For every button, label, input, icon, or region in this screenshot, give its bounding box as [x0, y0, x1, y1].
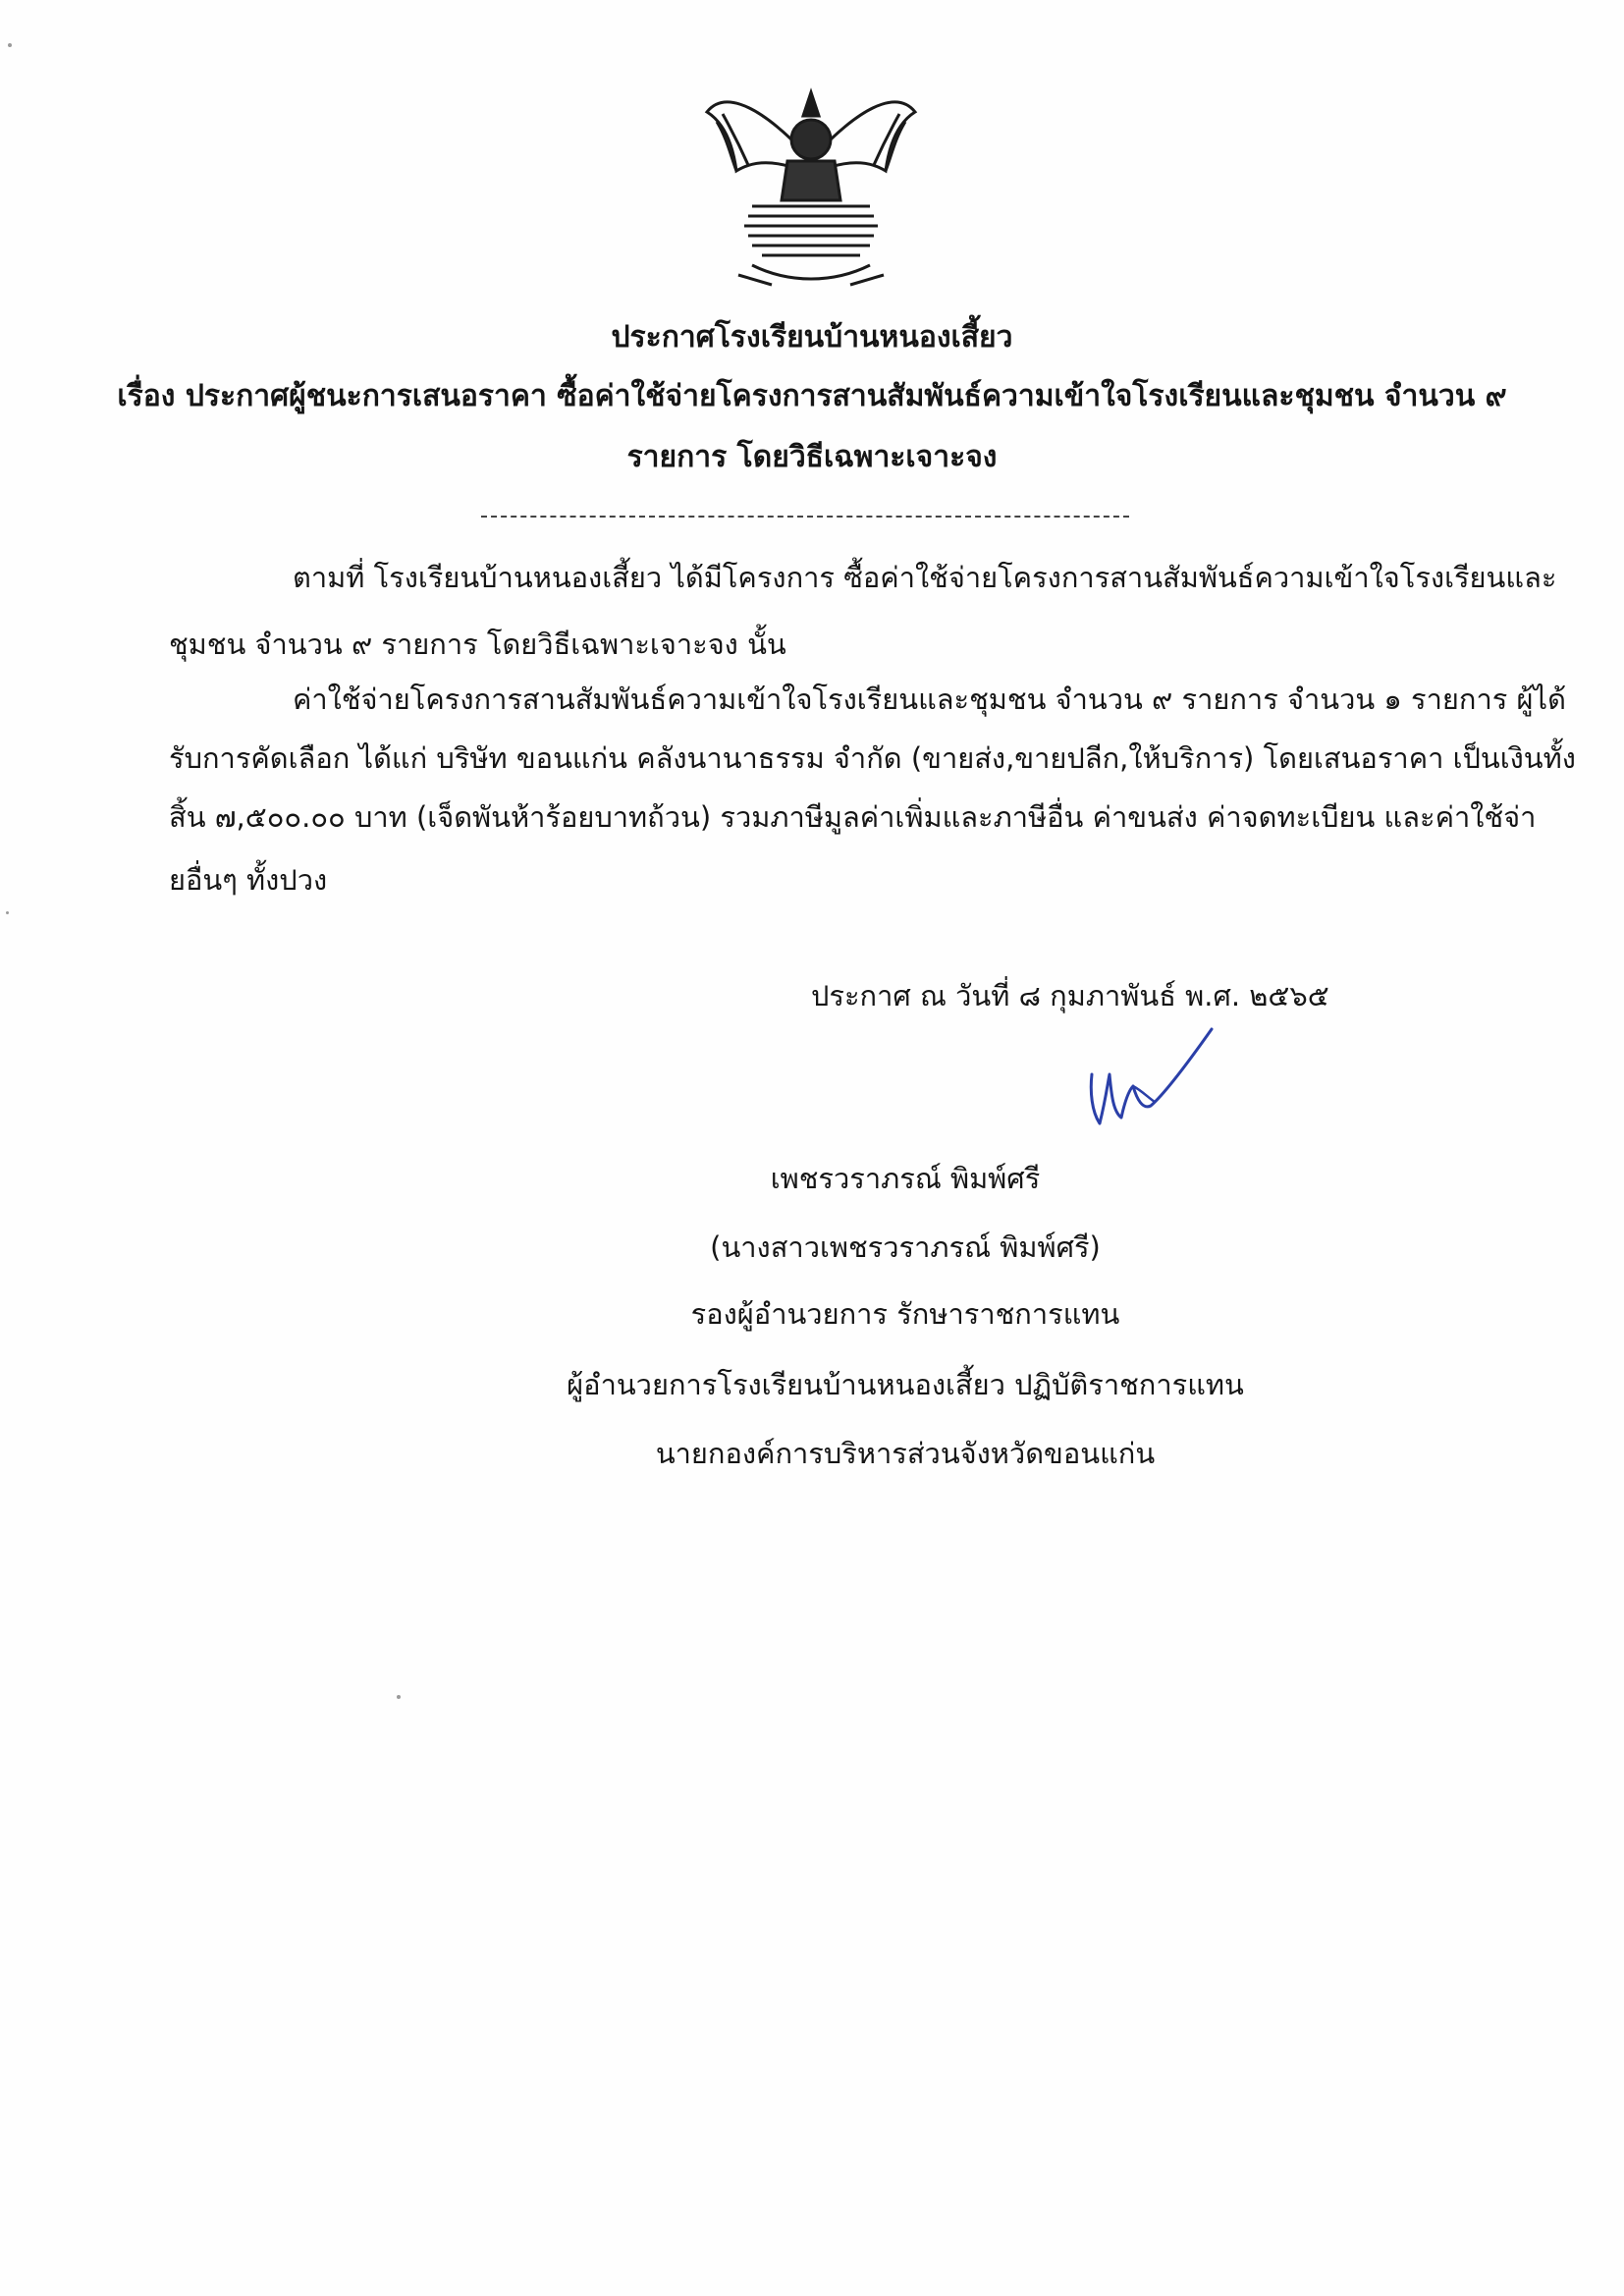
scan-speck [8, 43, 12, 47]
paragraph-1-line-1: ตามที่ โรงเรียนบ้านหนองเสี้ยว ได้มีโครงการ ซื้อค่าใช้จ่ายโครงการสานสัมพันธ์ความเข้าใจโรงเรียนและ [293, 561, 1557, 594]
signatory-position-3: นายกองค์การบริหารส่วนจังหวัดขอนแก่น [655, 1437, 1156, 1470]
signatory-position-1: รองผู้อำนวยการ รักษาราชการแทน [690, 1297, 1120, 1331]
paragraph-2-line-2: รับการคัดเลือก ได้แก่ บริษัท ขอนแก่น คลังนานาธรรม จำกัด (ขายส่ง,ขายปลีก,ให้บริการ) โดยเสนอราคา เป็นเงินทั้ง [169, 741, 1576, 775]
paragraph-1-line-2: ชุมชน จำนวน ๙ รายการ โดยวิธีเฉพาะเจาะจง นั้น [169, 628, 786, 661]
signatory-position-2: ผู้อำนวยการโรงเรียนบ้านหนองเสี้ยว ปฏิบัติราชการแทน [567, 1368, 1244, 1401]
garuda-emblem-icon [693, 82, 929, 295]
announcement-date: ประกาศ ณ วันที่ ๘ กุมภาพันธ์ พ.ศ. ๒๕๖๕ [811, 979, 1329, 1012]
handwritten-signature [1086, 1021, 1216, 1129]
scan-speck [397, 1695, 401, 1699]
signatory-full-name: (นางสาวเพชรวราภรณ์ พิมพ์ศรี) [710, 1230, 1101, 1264]
signatory-name: เพชรวราภรณ์ พิมพ์ศรี [770, 1162, 1041, 1195]
announcement-title: ประกาศโรงเรียนบ้านหนองเสี้ยว [611, 320, 1013, 355]
scan-speck [6, 911, 9, 914]
paragraph-2-line-3: สิ้น ๗,๕๐๐.๐๐ บาท (เจ็ดพันห้าร้อยบาทถ้วน) รวมภาษีมูลค่าเพิ่มและภาษีอื่น ค่าขนส่ง ค่าจดทะเบียน และค่าใช้จ่า [169, 800, 1537, 834]
paragraph-2-line-4: ยอื่นๆ ทั้งปวง [169, 863, 328, 897]
paragraph-2-line-1: ค่าใช้จ่ายโครงการสานสัมพันธ์ความเข้าใจโรงเรียนและชุมชน จำนวน ๙ รายการ จำนวน ๑ รายการ ผู้ได้ [293, 683, 1566, 716]
separator-line [481, 516, 1129, 518]
subject-line-2: รายการ โดยวิธีเฉพาะเจาะจง [626, 440, 998, 474]
subject-line-1: เรื่อง ประกาศผู้ชนะการเสนอราคา ซื้อค่าใช้จ่ายโครงการสานสัมพันธ์ความเข้าใจโรงเรียนและชุมชน จำนวน ๙ [117, 379, 1507, 413]
